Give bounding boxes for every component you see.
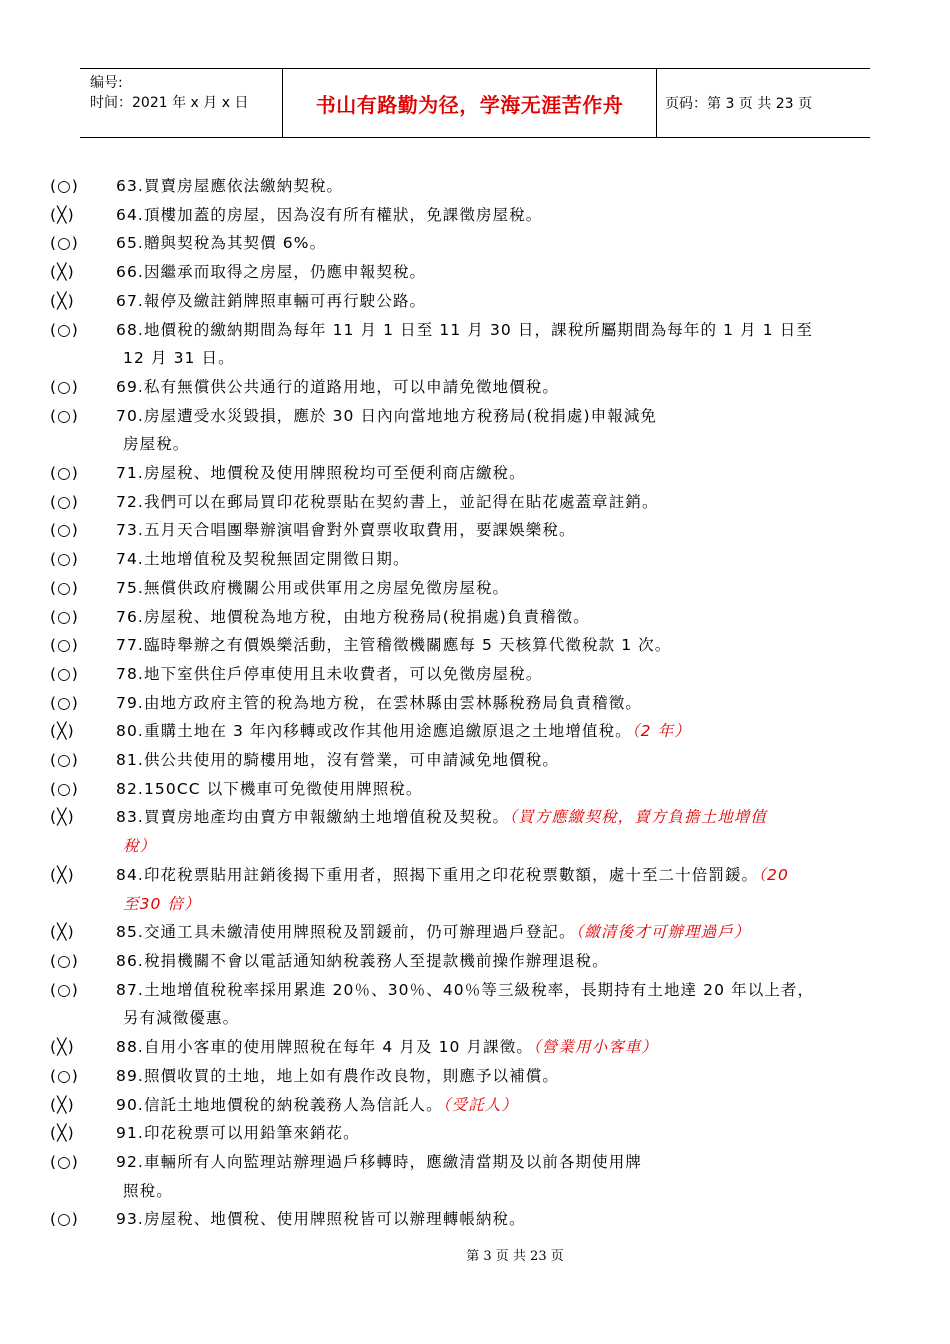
question-text: 68.地價稅的繳納期間為每年 11 月 1 日至 11 月 30 日，課稅所屬期間為每年的 1 月 1 日至 <box>116 320 813 339</box>
question-text: 77.臨時舉辦之有價娛樂活動，主管稽徵機關應每 5 天核算代徵稅款 1 次。 <box>116 636 672 655</box>
question-item <box>50 172 920 201</box>
correction-note: （20 <box>758 865 789 884</box>
question-item <box>50 287 920 316</box>
header-motto-cell <box>283 69 657 137</box>
answer-mark: (○) <box>50 636 79 655</box>
question-continuation <box>50 430 920 459</box>
question-item <box>50 488 920 517</box>
answer-mark: (○) <box>50 779 79 798</box>
question-text: 72.我們可以在郵局買印花稅票貼在契約書上，並記得在貼花處蓋章註銷。 <box>116 492 659 511</box>
answer-mark: (○) <box>50 664 79 683</box>
correction-note: （2 年） <box>631 722 691 741</box>
motto: 书山有路勤为径，学海无涯苦作舟 <box>315 92 624 117</box>
question-text: 78.地下室供住戶停車使用且未收費者，可以免徵房屋稅。 <box>116 664 543 683</box>
answer-mark: (○) <box>50 693 79 712</box>
question-text: 85.交通工具未繳清使用牌照稅及罰鍰前，仍可辦理過戶登記。 <box>116 923 576 942</box>
doc-time: 时间：2021 年 x 月 x 日 <box>90 95 249 111</box>
correction-note: （營業用小客車） <box>532 1038 659 1057</box>
header-table <box>80 68 870 138</box>
answer-mark: (○) <box>50 464 79 483</box>
question-item <box>50 1148 920 1177</box>
question-item <box>50 660 920 689</box>
question-text: 63.買賣房屋應依法繳納契稅。 <box>116 177 344 195</box>
question-text: 71.房屋稅、地價稅及使用牌照稅均可至便利商店繳稅。 <box>116 464 526 483</box>
question-text: 74.土地增值稅及契稅無固定開徵日期。 <box>116 550 410 569</box>
answer-mark: (○) <box>50 980 79 999</box>
question-text: 75.無償供政府機關公用或供軍用之房屋免徵房屋稅。 <box>116 578 510 597</box>
question-continuation <box>50 1004 920 1033</box>
question-item <box>50 861 920 890</box>
question-text: 79.由地方政府主管的稅為地方稅，在雲林縣由雲林縣稅務局負責稽徵。 <box>116 693 642 712</box>
question-item <box>50 947 920 976</box>
answer-mark: (○) <box>50 1152 79 1171</box>
answer-mark: (○) <box>50 607 79 626</box>
question-item <box>50 746 920 775</box>
answer-mark: (○) <box>50 951 79 970</box>
answer-mark: (╳) <box>50 865 75 884</box>
question-continuation <box>50 1177 920 1206</box>
question-text: 12 月 31 日。 <box>123 349 235 368</box>
question-text: 70.房屋遭受水災毀損，應於 30 日內向當地地方稅務局(稅捐處)申報減免 <box>116 406 658 425</box>
question-item <box>50 1062 920 1091</box>
question-text: 66.因繼承而取得之房屋，仍應申報契稅。 <box>116 263 427 282</box>
header-meta <box>80 69 283 137</box>
question-text: 92.車輛所有人向監理站辦理過戶移轉時，應繳清當期及以前各期使用牌 <box>116 1152 642 1171</box>
answer-mark: (○) <box>50 320 79 339</box>
answer-mark: (○) <box>50 550 79 569</box>
question-text: 65.贈與契稅為其契價 6%。 <box>116 234 327 253</box>
answer-mark: (╳) <box>50 263 75 282</box>
question-text: 80.重購土地在 3 年內移轉或改作其他用途應追繳原退之土地增值稅。 <box>116 722 632 741</box>
question-text: 73.五月天合唱團舉辦演唱會對外賣票收取費用，要課娛樂稅。 <box>116 521 576 540</box>
page-footer: 第 3 页 共 23 页 <box>466 1249 564 1264</box>
question-text: 82.150CC 以下機車可免徵使用牌照稅。 <box>116 779 423 798</box>
question-item <box>50 1119 920 1148</box>
question-item <box>50 976 920 1005</box>
question-item <box>50 1205 920 1234</box>
question-item <box>50 402 920 431</box>
question-item <box>50 229 920 258</box>
question-text: 67.報停及繳註銷牌照車輛可再行駛公路。 <box>116 291 427 310</box>
correction-note: 至30 倍） <box>123 894 201 913</box>
question-item <box>50 316 920 345</box>
question-item <box>50 201 920 230</box>
answer-mark: (○) <box>50 377 79 396</box>
answer-mark: (○) <box>50 492 79 511</box>
answer-mark: (╳) <box>50 923 75 942</box>
answer-mark: (○) <box>50 521 79 540</box>
question-text: 86.稅捐機關不會以電話通知納稅義務人至提款機前操作辦理退稅。 <box>116 951 609 970</box>
question-text: 另有減徵優惠。 <box>123 1009 240 1028</box>
question-continuation <box>50 344 920 373</box>
answer-mark: (○) <box>50 1210 79 1229</box>
answer-mark: (╳) <box>50 808 75 827</box>
answer-mark: (╳) <box>50 1124 75 1143</box>
answer-mark: (╳) <box>50 1038 75 1057</box>
answer-mark: (○) <box>50 751 79 770</box>
question-text: 76.房屋稅、地價稅為地方稅，由地方稅務局(稅捐處)負責稽徵。 <box>116 607 590 626</box>
correction-note: （繳清後才可辦理過戶） <box>575 923 751 942</box>
question-item <box>50 545 920 574</box>
question-item <box>50 803 920 832</box>
question-item <box>50 516 920 545</box>
answer-mark: (╳) <box>50 1095 75 1114</box>
question-list <box>50 172 920 1234</box>
question-text: 87.土地增值稅稅率採用累進 20％、30％、40％等三級稅率，長期持有土地達 20 年以上者， <box>116 980 815 999</box>
question-text: 64.頂樓加蓋的房屋，因為沒有所有權狀，免課徵房屋稅。 <box>116 205 543 224</box>
question-item <box>50 1033 920 1062</box>
header-page-cell <box>657 69 870 137</box>
question-text: 90.信託土地地價稅的納稅義務人為信託人。 <box>116 1095 443 1114</box>
question-item <box>50 775 920 804</box>
answer-mark: (╳) <box>50 722 75 741</box>
question-item <box>50 603 920 632</box>
question-text: 91.印花稅票可以用鉛筆來銷花。 <box>116 1124 360 1143</box>
question-item <box>50 689 920 718</box>
question-item <box>50 717 920 746</box>
question-text: 89.照價收買的土地，地上如有農作改良物，則應予以補償。 <box>116 1066 559 1085</box>
question-item <box>50 459 920 488</box>
question-text: 88.自用小客車的使用牌照稅在每年 4 月及 10 月課徵。 <box>116 1038 533 1057</box>
question-continuation <box>50 832 920 861</box>
question-item <box>50 631 920 660</box>
answer-mark: (○) <box>50 1066 79 1085</box>
answer-mark: (╳) <box>50 205 75 224</box>
correction-note: （買方應繳契稅，賣方負擔土地增值 <box>509 808 768 827</box>
question-text: 照稅。 <box>123 1181 173 1200</box>
question-item <box>50 258 920 287</box>
answer-mark: (○) <box>50 406 79 425</box>
question-text: 84.印花稅票貼用註銷後揭下重用者，照揭下重用之印花稅票數額，處十至二十倍罰鍰。 <box>116 865 759 884</box>
answer-mark: (○) <box>50 578 79 597</box>
correction-note: 稅） <box>123 837 157 856</box>
question-text: 69.私有無償供公共通行的道路用地，可以申請免徵地價稅。 <box>116 377 559 396</box>
question-continuation <box>50 890 920 919</box>
question-text: 83.買賣房地產均由賣方申報繳納土地增值稅及契稅。 <box>116 808 510 827</box>
correction-note: （受託人） <box>442 1095 519 1114</box>
question-item <box>50 574 920 603</box>
question-text: 93.房屋稅、地價稅、使用牌照稅皆可以辦理轉帳納稅。 <box>116 1210 526 1229</box>
question-text: 房屋稅。 <box>123 435 190 454</box>
doc-number-label: 编号: <box>90 75 123 91</box>
answer-mark: (╳) <box>50 291 75 310</box>
answer-mark: (○) <box>50 177 79 195</box>
page-info: 页码：第 3 页 共 23 页 <box>665 96 812 112</box>
question-item <box>50 1091 920 1120</box>
question-item <box>50 918 920 947</box>
question-text: 81.供公共使用的騎樓用地，沒有營業，可申請減免地價稅。 <box>116 751 559 770</box>
question-item <box>50 373 920 402</box>
answer-mark: (○) <box>50 234 79 253</box>
